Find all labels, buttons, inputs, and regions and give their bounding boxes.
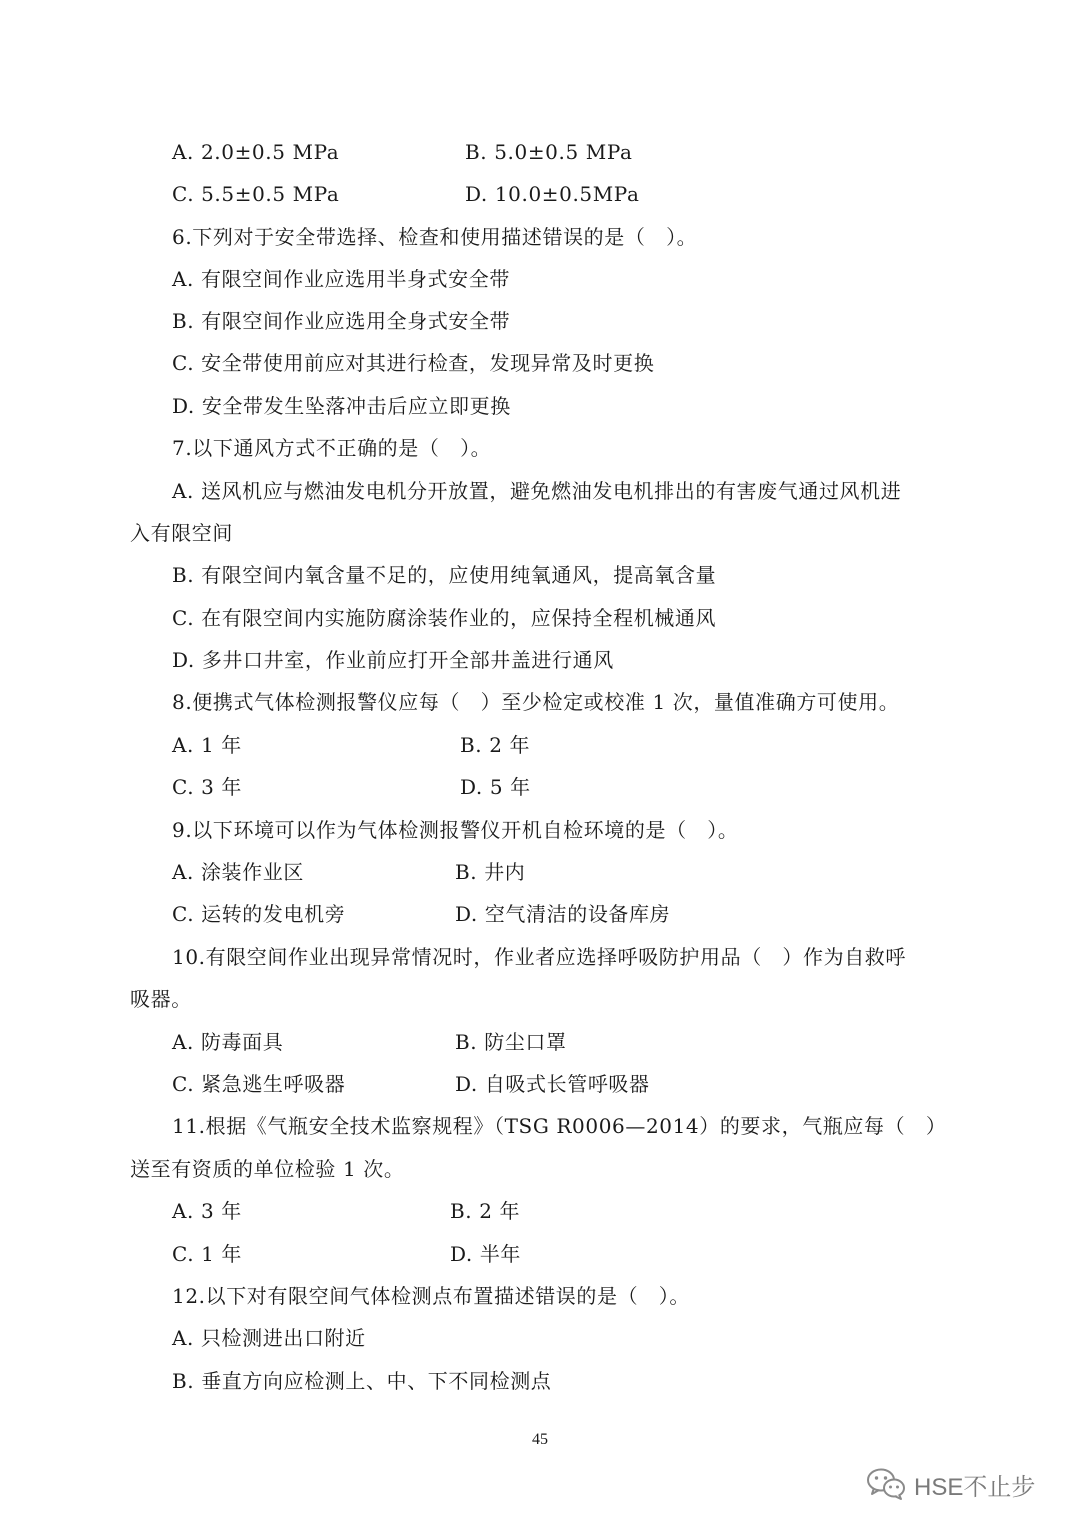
wechat-icon (866, 1467, 906, 1501)
option-d: D. 安全带发生坠落冲击后应立即更换 (172, 394, 511, 418)
option-c: C. 运转的发电机旁 (172, 902, 346, 926)
option-c: C. 在有限空间内实施防腐涂装作业的，应保持全程机械通风 (172, 606, 717, 630)
page-number: 45 (532, 1431, 548, 1448)
option-b: B. 井内 (455, 860, 526, 884)
option-c: C. 1 年 (172, 1242, 242, 1266)
option-b: B. 有限空间作业应选用全身式安全带 (172, 309, 511, 333)
option-a: A. 涂装作业区 (172, 860, 304, 884)
watermark (866, 1466, 1035, 1502)
option-b: B. 有限空间内氧含量不足的，应使用纯氧通风，提高氧含量 (172, 563, 717, 587)
option-d: D. 10.0±0.5MPa (465, 182, 640, 206)
option-a: A. 只检测进出口附近 (172, 1326, 366, 1350)
option-d: D. 5 年 (460, 775, 531, 799)
question-10: 10.有限空间作业出现异常情况时，作业者应选择呼吸防护用品（ ）作为自救呼 (172, 945, 907, 969)
option-a-continued: 入有限空间 (130, 521, 233, 545)
option-a: A. 1 年 (172, 733, 242, 757)
question-10-continued: 吸器。 (130, 987, 192, 1011)
option-d: D. 自吸式长管呼吸器 (455, 1072, 650, 1096)
option-b: B. 2 年 (460, 733, 531, 757)
question-8: 8.便携式气体检测报警仪应每（ ）至少检定或校准 1 次，量值准确方可使用。 (172, 690, 900, 714)
option-a: A. 有限空间作业应选用半身式安全带 (172, 267, 510, 291)
option-a: A. 防毒面具 (172, 1030, 284, 1054)
option-c: C. 3 年 (172, 775, 242, 799)
question-6: 6.下列对于安全带选择、检查和使用描述错误的是（ ）。 (172, 225, 698, 249)
option-a: A. 2.0±0.5 MPa (172, 140, 340, 164)
watermark-text: HSE不止步 (914, 1473, 1036, 1501)
option-a: A. 3 年 (172, 1199, 242, 1223)
option-d: D. 空气清洁的设备库房 (455, 902, 671, 926)
option-b: B. 垂直方向应检测上、中、下不同检测点 (172, 1369, 552, 1393)
option-b: B. 2 年 (450, 1199, 521, 1223)
option-c: C. 安全带使用前应对其进行检查，发现异常及时更换 (172, 351, 655, 375)
question-12: 12.以下对有限空间气体检测点布置描述错误的是（ ）。 (172, 1284, 691, 1308)
option-b: B. 防尘口罩 (455, 1030, 567, 1054)
question-7: 7.以下通风方式不正确的是（ ）。 (172, 436, 492, 460)
option-c: C. 5.5±0.5 MPa (172, 182, 340, 206)
option-c: C. 紧急逃生呼吸器 (172, 1072, 346, 1096)
option-b: B. 5.0±0.5 MPa (465, 140, 633, 164)
question-9: 9.以下环境可以作为气体检测报警仪开机自检环境的是（ ）。 (172, 818, 739, 842)
question-11: 11.根据《气瓶安全技术监察规程》（TSG R0006—2014）的要求，气瓶应每（ ） (172, 1114, 947, 1138)
option-d: D. 多井口井室，作业前应打开全部井盖进行通风 (172, 648, 614, 672)
question-11-continued: 送至有资质的单位检验 1 次。 (130, 1157, 405, 1181)
option-d: D. 半年 (450, 1242, 522, 1266)
option-a: A. 送风机应与燃油发电机分开放置，避免燃油发电机排出的有害废气通过风机进 (172, 479, 902, 503)
